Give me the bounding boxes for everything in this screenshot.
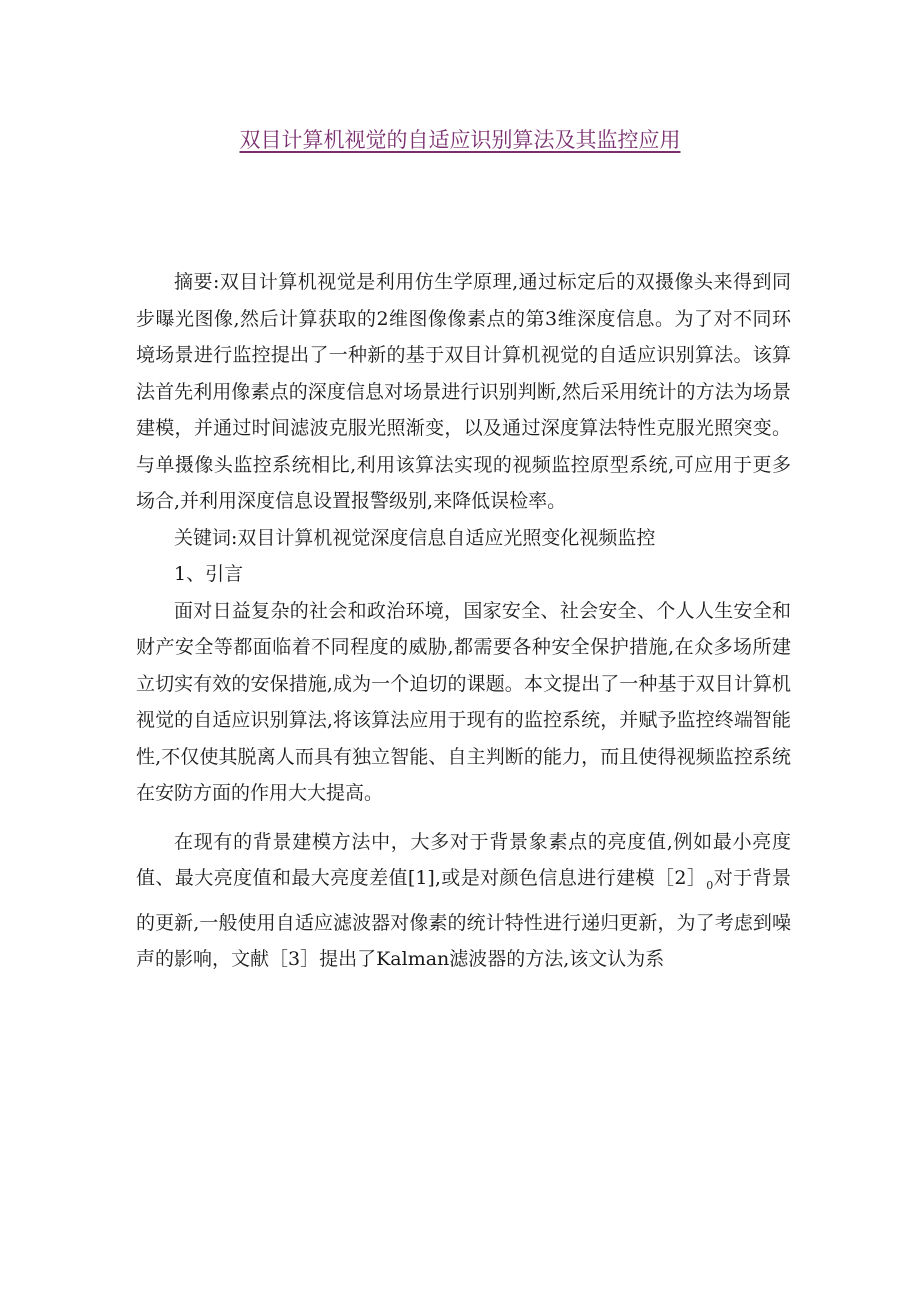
paragraph-2-text-end: 对于背景的更新,一般使用自适应滤波器对像素的统计特性进行递归更新，为了考虑到噪声的影响，文献［3］提出了Kalman滤波器的方法,该文认为系: [136, 867, 791, 970]
introduction-paragraph-1: 面对日益复杂的社会和政治环境，国家安全、社会安全、个人人生安全和财产安全等都面临着不同程度的威胁,都需要各种安全保护措施,在众多场所建立切实有效的安保措施,成为一个迫切的课题。本文提出了一种基于双目计算机视觉的自适应识别算法,将该算法应用于现有的监控系统，并赋予监控终端智能性,不仅使其脱离人而具有独立智能、自主判断的能力，而且使得视频监控系统在安防方面的作用大大提高。: [136, 599, 791, 804]
document-title: 双目计算机视觉的自适应识别算法及其监控应用: [239, 128, 681, 152]
keywords-paragraph: 关键词:双目计算机视觉深度信息自适应光照变化视频监控: [174, 526, 656, 549]
introduction-paragraph-2: [136, 824, 791, 978]
document-body: [136, 264, 791, 978]
paragraph-2-text-start: 在现有的背景建模方法中，大多对于背景象素点的亮度值,例如最小亮度值、最大亮度值和最大亮度差值[1],或是对颜色信息进行建模［2］: [136, 830, 791, 889]
paragraph-2-subscript: 0: [706, 879, 714, 892]
abstract-paragraph: 摘要:双目计算机视觉是利用仿生学原理,通过标定后的双摄像头来得到同步曝光图像,然后计算获取的2维图像像素点的第3维深度信息。为了对不同环境场景进行监控提出了一种新的基于双目计算机视觉的自适应识别算法。该算法首先利用像素点的深度信息对场景进行识别判断,然后采用统计的方法为场景建模，并通过时间滤波克服光照渐变，以及通过深度算法特性克服光照突变。与单摄像头监控系统相比,利用该算法实现的视频监控原型系统,可应用于更多场合,并利用深度信息设置报警级别,来降低误检率。: [136, 271, 791, 512]
section-heading-introduction: 1、引言: [174, 563, 244, 585]
